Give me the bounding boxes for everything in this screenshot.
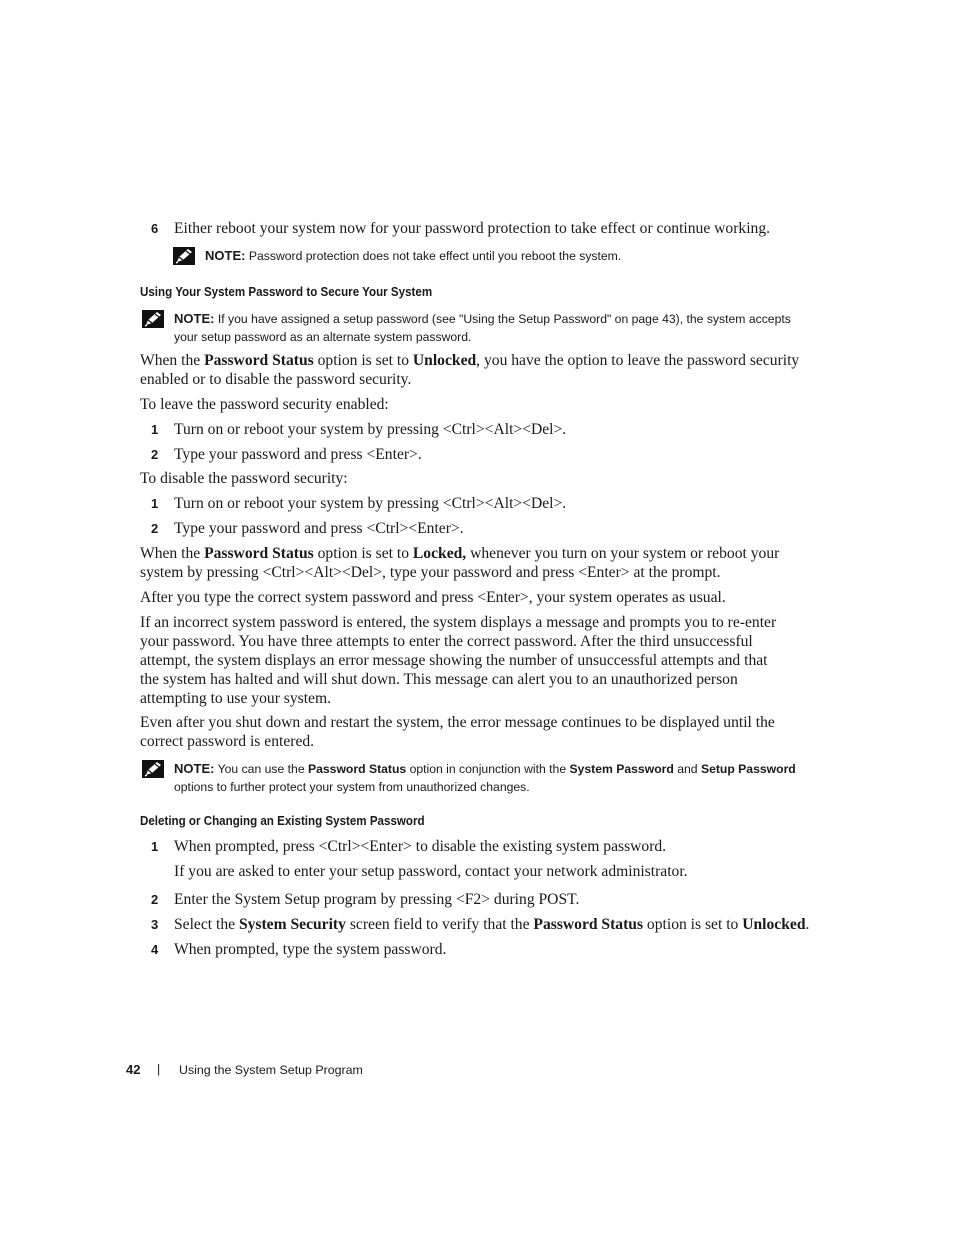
text: When the [140, 545, 205, 562]
bold-term: Locked, [412, 545, 467, 562]
paragraph [140, 613, 776, 708]
note-label: NOTE: [205, 248, 246, 263]
text: When the [140, 352, 205, 369]
step-number: 2 [151, 447, 159, 462]
text: You can use the [217, 762, 308, 776]
page-number: 42 [126, 1062, 141, 1077]
text: the system has halted and will shut down. This message can alert you to an unauthorized person [140, 671, 738, 688]
paragraph [140, 351, 799, 389]
text: attempting to use your system. [140, 690, 332, 707]
step-text [174, 915, 809, 934]
bold-term: Password Status [307, 762, 407, 776]
paragraph: To disable the password security: [140, 470, 348, 487]
note-text: your setup password as an alternate system password. [174, 329, 472, 344]
paragraph [140, 544, 779, 582]
text: Even after you shut down and restart the system, the error message continues to be displayed until the [140, 714, 775, 731]
pencil-note-icon [142, 760, 164, 778]
text: Select the [174, 916, 239, 933]
step-text: Type your password and press <Enter>. [174, 446, 422, 463]
bold-term: System Password [569, 762, 674, 776]
bold-term: Password Status [533, 916, 644, 933]
text: screen field to verify that the [345, 916, 534, 933]
step-number: 1 [151, 422, 159, 437]
note [205, 247, 621, 266]
step-text: Turn on or reboot your system by pressing <Ctrl><Alt><Del>. [174, 421, 567, 438]
text: your password. You have three attempts to enter the correct password. After the third unsuccessful [140, 633, 753, 650]
step-text: Turn on or reboot your system by pressing <Ctrl><Alt><Del>. [174, 495, 567, 512]
step-number: 1 [151, 839, 159, 854]
text: and [673, 762, 701, 776]
bold-term: Setup Password [700, 762, 796, 776]
bold-term: Unlocked [412, 352, 477, 369]
text: If an incorrect system password is entered, the system displays a message and prompts you to re-enter [140, 614, 777, 631]
text: , you have the option to leave the password security [476, 352, 800, 369]
step-number: 2 [151, 521, 159, 536]
bold-term: Unlocked [742, 916, 806, 933]
bold-term: System Security [238, 916, 346, 933]
paragraph: To leave the password security enabled: [140, 396, 389, 413]
bold-term: Password Status [204, 352, 314, 369]
footer-title: Using the System Setup Program [179, 1063, 363, 1077]
step-text: Type your password and press <Ctrl><Enter>. [174, 520, 464, 537]
note-text: If you have assigned a setup password (see "Using the Setup Password" on page 43), the system accepts [217, 312, 791, 326]
step-number: 2 [151, 892, 159, 907]
text: . [805, 916, 810, 933]
section-heading: Using Your System Password to Secure Your System [140, 285, 433, 299]
text: option is set to [313, 352, 413, 369]
text: option is set to [313, 545, 413, 562]
paragraph: After you type the correct system password and press <Enter>, your system operates as usual. [140, 589, 726, 606]
text: option in conjunction with the [406, 762, 570, 776]
note-label: NOTE: [174, 761, 215, 776]
text: enabled or to disable the password security. [140, 371, 412, 388]
footer-separator: | [157, 1062, 161, 1076]
pencil-note-icon [173, 247, 195, 265]
note [174, 310, 824, 346]
step-text: Enter the System Setup program by pressing <F2> during POST. [174, 891, 580, 908]
step-number: 1 [151, 496, 159, 511]
step-number: 4 [151, 942, 159, 957]
note-text: Password protection does not take effect until you reboot the system. [248, 249, 622, 263]
text: system by pressing <Ctrl><Alt><Del>, type your password and press <Enter> at the prompt. [140, 564, 721, 581]
step-number: 6 [151, 221, 159, 236]
step-subtext: If you are asked to enter your setup password, contact your network administrator. [174, 863, 688, 880]
pencil-note-icon [142, 310, 164, 328]
step-number: 3 [151, 917, 159, 932]
step-text: When prompted, press <Ctrl><Enter> to disable the existing system password. [174, 838, 667, 855]
text: whenever you turn on your system or reboot your [466, 545, 780, 562]
text: correct password is entered. [140, 733, 315, 750]
text: option is set to [643, 916, 743, 933]
text: options to further protect your system from unauthorized changes. [174, 779, 530, 794]
paragraph [140, 713, 775, 751]
note-label: NOTE: [174, 311, 215, 326]
step-text: Either reboot your system now for your password protection to take effect or continue working. [174, 220, 771, 237]
note [174, 760, 824, 796]
text: attempt, the system displays an error message showing the number of unsuccessful attempts and that [140, 652, 768, 669]
section-heading: Deleting or Changing an Existing System Password [140, 814, 425, 828]
step-text: When prompted, type the system password. [174, 941, 447, 958]
bold-term: Password Status [204, 545, 314, 562]
